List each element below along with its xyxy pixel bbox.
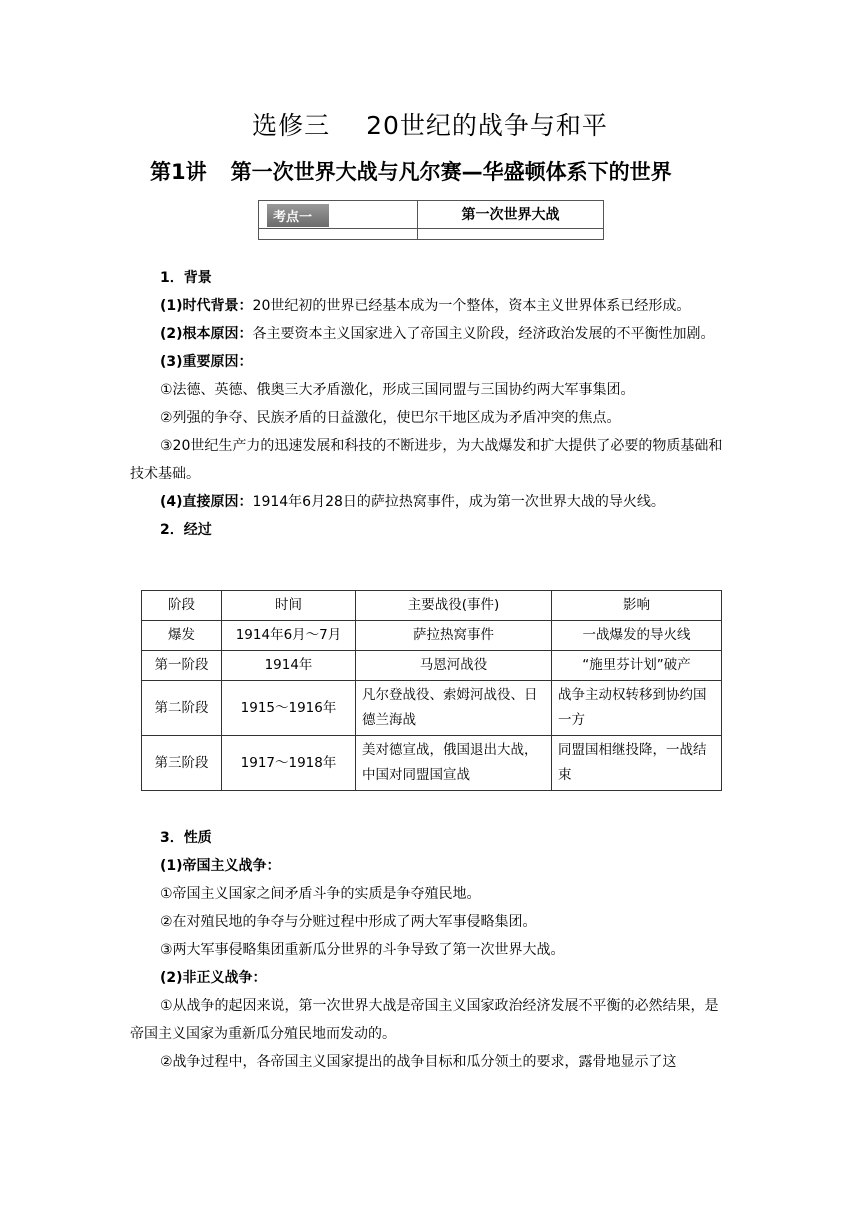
table-header-cell: 影响 (552, 591, 722, 621)
table-cell: 凡尔登战役、索姆河战役、日德兰海战 (356, 681, 552, 736)
table-row (142, 651, 722, 681)
section1-p3-item2: ②列强的争夺、民族矛盾的日益激化，使巴尔干地区成为矛盾冲突的焦点。 (160, 410, 621, 426)
table-header-cell: 时间 (222, 591, 356, 621)
main-title (0, 106, 860, 142)
table-cell: “施里芬计划”破产 (552, 651, 722, 681)
lesson-title (150, 156, 750, 186)
lesson-title-text: 第一次世界大战与凡尔赛—华盛顿体系下的世界 (230, 160, 672, 184)
section1-p1: (1)时代背景：20世纪初的世界已经基本成为一个整体，资本主义世界体系已经形成。 (160, 298, 691, 314)
table-cell: 战争主动权转移到协约国一方 (552, 681, 722, 736)
section3-p1-item2: ②在对殖民地的争夺与分赃过程中形成了两大军事侵略集团。 (160, 914, 537, 930)
section3-heading: 3．性质 (160, 830, 212, 846)
table-cell: 一战爆发的导火线 (552, 621, 722, 651)
table-cell: 第一阶段 (142, 651, 222, 681)
section3-p2-label: (2)非正义战争： (160, 970, 267, 986)
table-cell: 同盟国相继投降，一战结束 (552, 736, 722, 791)
table-row (142, 736, 722, 791)
table-cell: 1917～1918年 (222, 736, 356, 791)
table-header-cell: 主要战役(事件) (356, 591, 552, 621)
table-header-cell: 阶段 (142, 591, 222, 621)
section1-p3-label: (3)重要原因： (160, 354, 253, 370)
table-cell: 1915～1916年 (222, 681, 356, 736)
section3-p1-item1: ①帝国主义国家之间矛盾斗争的实质是争夺殖民地。 (160, 886, 481, 902)
section1-p2: (2)根本原因：各主要资本主义国家进入了帝国主义阶段，经济政治发展的不平衡性加剧。 (160, 326, 715, 342)
table-header-row (142, 591, 722, 621)
section1-block (130, 264, 730, 544)
table-cell: 马恩河战役 (356, 651, 552, 681)
section1-p3-item3: ③20世纪生产力的迅速发展和科技的不断进步，为大战爆发和扩大提供了必要的物质基础和技术基础。 (130, 438, 723, 482)
kaodian-badge: 考点一 (267, 204, 329, 227)
table-cell: 1914年 (222, 651, 356, 681)
main-title-part2: 20世纪的战争与和平 (366, 111, 608, 140)
table-cell: 第三阶段 (142, 736, 222, 791)
section1-p4: (4)直接原因：1914年6月28日的萨拉热窝事件，成为第一次世界大战的导火线。 (160, 494, 665, 510)
section3-p1-label: (1)帝国主义战争： (160, 858, 281, 874)
table-cell: 第二阶段 (142, 681, 222, 736)
table-cell: 爆发 (142, 621, 222, 651)
section3-p1-item3: ③两大军事侵略集团重新瓜分世界的斗争导致了第一次世界大战。 (160, 942, 565, 958)
war-process-table (141, 590, 722, 791)
table-row (142, 621, 722, 651)
section3-p2-item1: ①从战争的起因来说，第一次世界大战是帝国主义国家政治经济发展不平衡的必然结果，是帝国主义国家为重新瓜分殖民地而发动的。 (130, 998, 719, 1042)
section1-heading: 1．背景 (160, 270, 212, 286)
section1-p3-item1: ①法德、英德、俄奥三大矛盾激化，形成三国同盟与三国协约两大军事集团。 (160, 382, 635, 398)
section3-block (130, 824, 730, 1076)
main-title-part1: 选修三 (252, 111, 331, 140)
section2-heading: 2．经过 (160, 522, 212, 538)
kaodian-header-table (258, 200, 604, 240)
table-cell: 美对德宣战，俄国退出大战，中国对同盟国宣战 (356, 736, 552, 791)
section3-p2-item2: ②战争过程中，各帝国主义国家提出的战争目标和瓜分领土的要求，露骨地显示了这 (160, 1054, 677, 1070)
table-cell: 1914年6月～7月 (222, 621, 356, 651)
table-row (142, 681, 722, 736)
kaodian-title: 第一次世界大战 (418, 201, 604, 229)
lesson-title-number: 第1讲 (150, 160, 207, 184)
table-cell: 萨拉热窝事件 (356, 621, 552, 651)
